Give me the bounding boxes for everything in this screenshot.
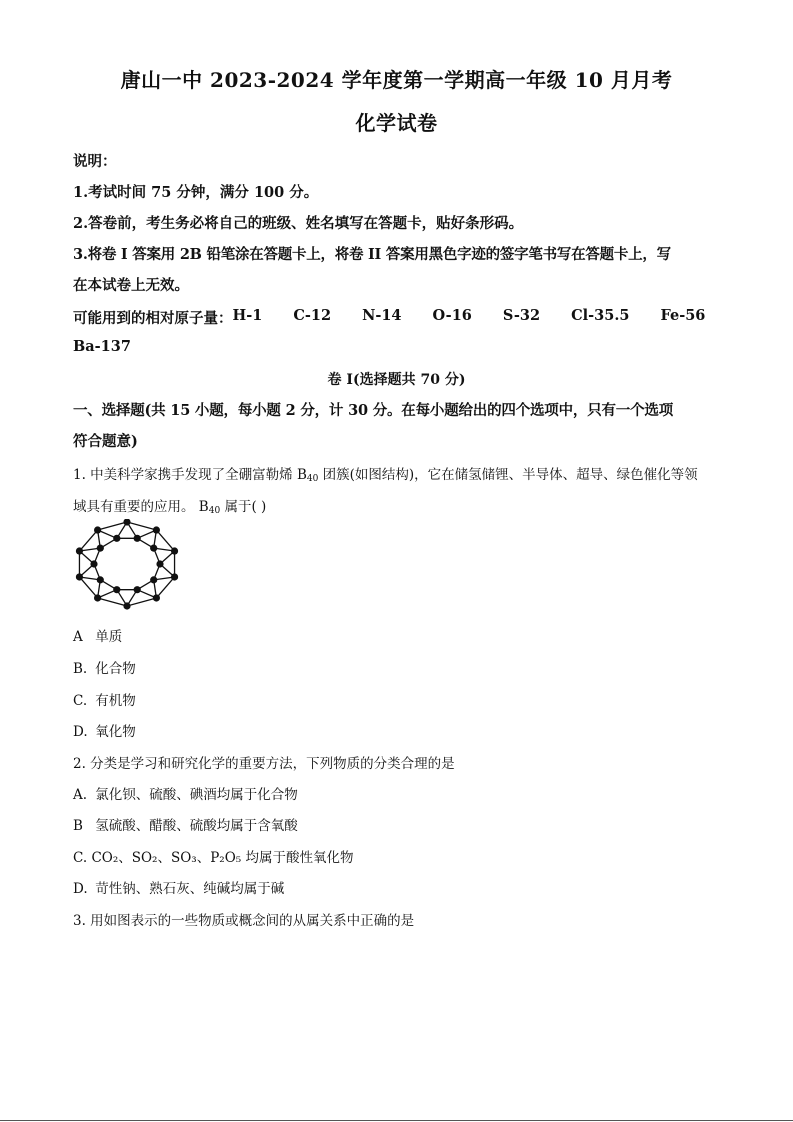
atomic-mass-value: C-12 [293,307,332,324]
question-1-option-c[interactable]: C. 有机物 [73,693,136,709]
question-2-option-a[interactable]: A. 氯化钡、硫酸、碘酒均属于化合物 [73,787,298,803]
question-2-option-d[interactable]: D. 苛性钠、熟石灰、纯碱均属于碱 [73,881,285,897]
b40-atom [113,586,120,593]
b40-bond [79,530,97,551]
question-2-stem: 2. 分类是学习和研究化学的重要方法，下列物质的分类合理的是 [73,756,455,772]
b40-atom [150,576,157,583]
b40-atom [123,519,130,526]
b40-atom [171,573,178,580]
b40-atom [134,535,141,542]
part-heading-cont: 符合题意) [73,433,138,450]
instruction-item: 3.将卷 I 答案用 2B 铅笔涂在答题卡上，将卷 II 答案用黑色字迹的签字笔书写在答题卡上，写 [73,246,671,263]
b40-atom [90,560,97,567]
instruction-item: 在本试卷上无效。 [73,277,189,294]
atomic-mass-value: N-14 [362,307,402,324]
question-2-option-c[interactable]: C. CO₂、SO₂、SO₃、P₂O₅ 均属于酸性氧化物 [73,850,354,866]
b40-atom [153,594,160,601]
b40-bond [79,577,97,598]
page-bottom-rule [0,1120,793,1121]
instruction-item: 1.考试时间 75 分钟，满分 100 分。 [73,184,319,201]
b40-atom [97,576,104,583]
question-1-stem: 1. 中美科学家携手发现了全硼富勒烯 $B_{40}$ 团簇(如图结构)，它在储氢储锂、半导体、超导、绿色催化等领 [73,467,698,484]
b40-atom [156,560,163,567]
atomic-mass-overflow: Ba-137 [73,338,131,355]
part-heading: 一、选择题(共 15 小题，每小题 2 分，计 30 分。在每小题给出的四个选项中，只有一个选项 [73,402,673,419]
atomic-mass-value: O-16 [432,307,472,324]
b40-atom [94,594,101,601]
instructions-heading: 说明： [73,153,117,170]
question-2-option-b[interactable]: B 氢硫酸、醋酸、硫酸均属于含氧酸 [73,818,298,834]
atomic-mass-value: S-32 [502,307,541,324]
b40-atom [150,545,157,552]
exam-title: 唐山一中 2023-2024 学年度第一学期高一年级 10 月月考 [120,68,673,92]
b40-atom [94,526,101,533]
b40-bond [156,577,174,598]
atomic-masses-label: 可能用到的相对原子量： [73,310,233,327]
b40-atom [97,545,104,552]
question-1-option-d[interactable]: D. 氧化物 [73,724,136,740]
atomic-mass-value: Cl-35.5 [571,307,630,324]
section-title: 卷 I(选择题共 70 分) [327,372,466,388]
atomic-mass-value: Fe-56 [660,307,706,324]
b40-atom [76,573,83,580]
b40-atom [123,602,130,609]
b40-atom [134,586,141,593]
instruction-item: 2.答卷前，考生务必将自己的班级、姓名填写在答题卡，贴好条形码。 [73,215,524,232]
b40-atom [153,526,160,533]
b40-atom [113,535,120,542]
question-1-option-a[interactable]: A 单质 [73,629,123,645]
exam-subtitle: 化学试卷 [355,111,438,135]
atomic-mass-value: H-1 [232,307,263,324]
b40-atom [76,547,83,554]
question-1-option-b[interactable]: B. 化合物 [73,661,136,677]
question-3-stem: 3. 用如图表示的一些物质或概念间的从属关系中正确的是 [73,913,415,929]
question-1-stem-cont: 域具有重要的应用。 $B_{40}$ 属于( ) [73,499,267,516]
atomic-masses [73,307,723,328]
b40-bond [156,530,174,551]
b40-atom [171,547,178,554]
b40-structure-figure [74,519,184,611]
